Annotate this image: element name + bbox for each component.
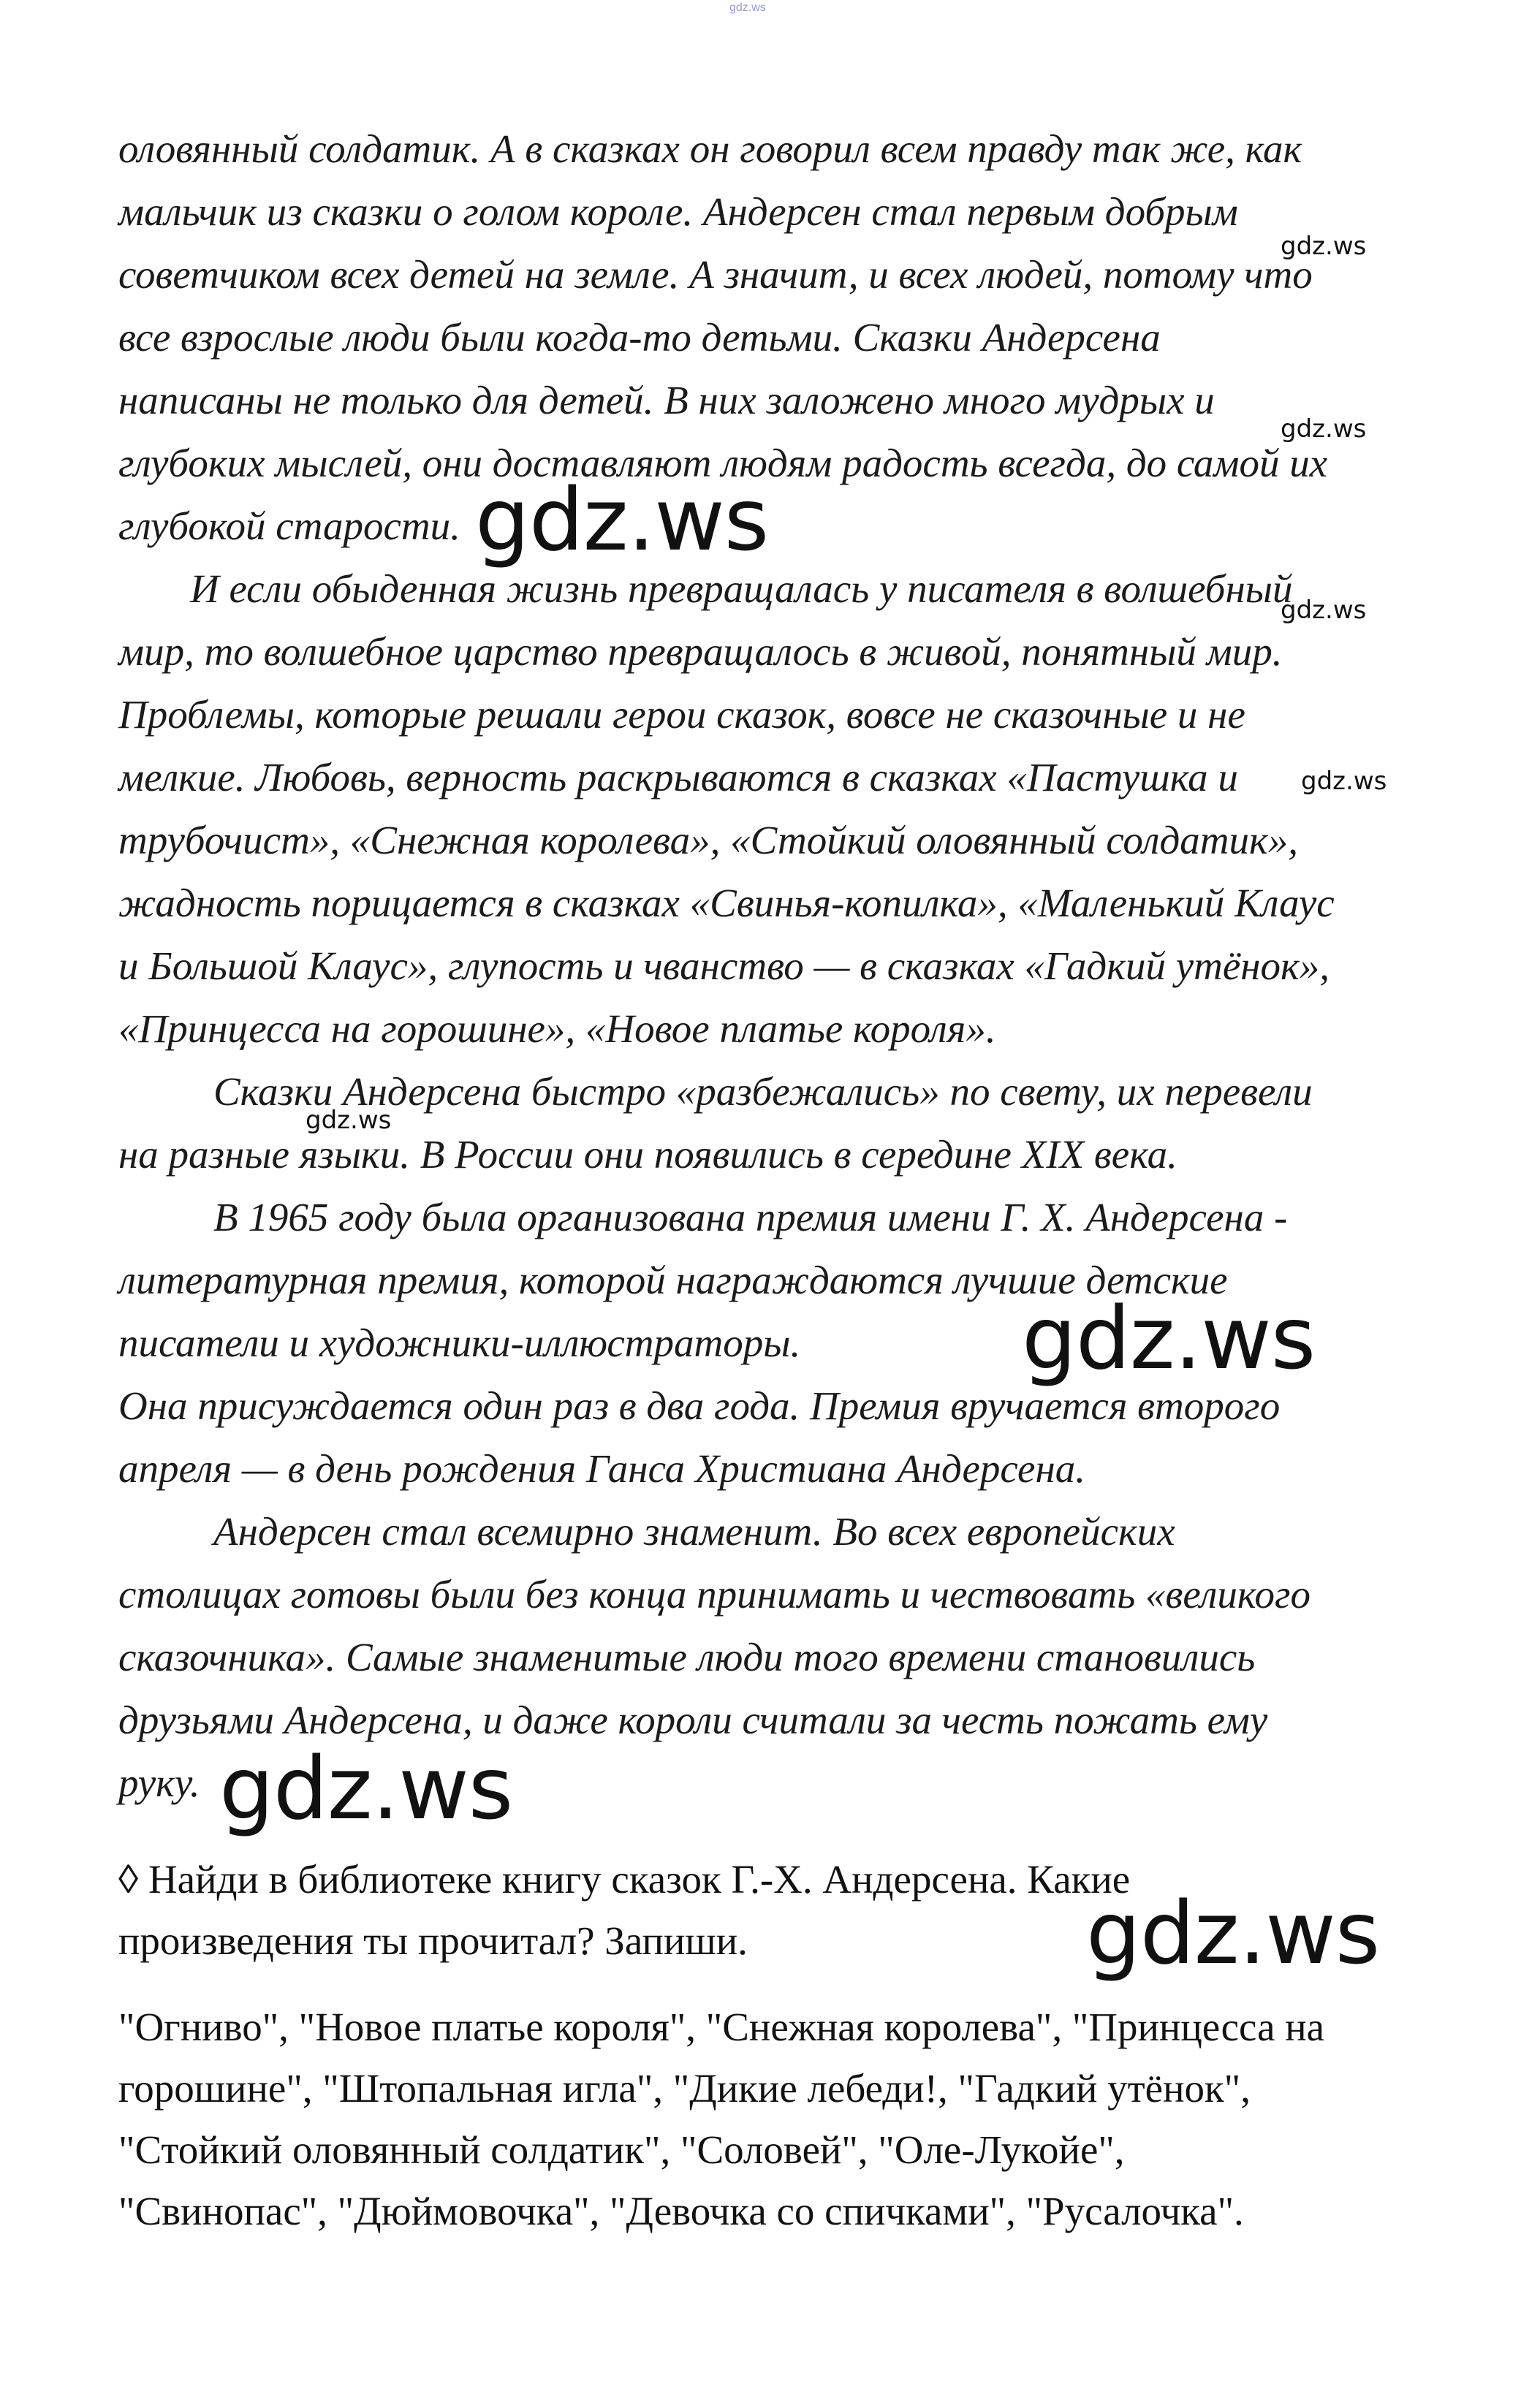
text-line: мир, то волшебное царство превращалось в живой, понятный мир. <box>118 629 1283 674</box>
header-watermark: gdz.ws <box>729 1 766 14</box>
text-line: жадность порицается в сказках «Свинья-копилка», «Маленький Клаус <box>118 881 1335 925</box>
watermark: gdz.ws <box>475 469 769 570</box>
watermark: gdz.ws <box>1281 414 1367 444</box>
text-line: Проблемы, которые решали герои сказок, вовсе не сказочные и не <box>118 692 1245 737</box>
text-line: и Большой Клаус», глупость и чванство — в сказках «Гадкий утёнок», <box>118 943 1330 988</box>
text-line: трубочист», «Снежная королева», «Стойкий оловянный солдатик», <box>118 818 1298 862</box>
text-line: И если обыденная жизнь превращалась у писателя в волшебный <box>190 566 1293 611</box>
text-line: оловянный солдатик. А в сказках он говорил всем правду так же, как <box>118 126 1302 171</box>
text-line: апреля — в день рождения Ганса Христиана Андерсена. <box>118 1446 1086 1491</box>
text-line: сказочника». Самые знаменитые люди того времени становились <box>118 1635 1256 1679</box>
task-line-2: произведения ты прочитал? Запиши. <box>118 1918 748 1963</box>
text-line: советчиком всех детей на земле. А значит, и всех людей, потому что <box>118 252 1313 297</box>
answer-line: горошине", "Штопальная игла", "Дикие лебеди!, "Гадкий утёнок", <box>118 2066 1251 2111</box>
text-line: руку. <box>118 1761 200 1805</box>
task-line-1 <box>118 1857 1131 1902</box>
text-line: на разные языки. В России они появились в середине XIX века. <box>118 1132 1177 1177</box>
text-line: все взрослые люди были когда-то детьми. Сказки Андерсена <box>118 315 1161 360</box>
watermark: gdz.ws <box>219 1738 513 1839</box>
text-line: писатели и художники-иллюстраторы. <box>118 1321 801 1365</box>
text-line: мальчик из сказки о голом короле. Андерсен стал первым добрым <box>118 189 1238 234</box>
answer-line: "Стойкий оловянный солдатик", "Соловей", "Оле-Лукойе", <box>118 2127 1125 2172</box>
watermark: gdz.ws <box>1281 232 1367 261</box>
text-line: столицах готовы были без конца принимать и чествовать «великого <box>118 1572 1311 1617</box>
watermark: gdz.ws <box>1086 1883 1380 1983</box>
answer-line: "Свинопас", "Дюймовочка", "Девочка со спичками", "Русалочка". <box>118 2189 1244 2233</box>
text-line: глубокой старости. <box>118 504 460 548</box>
text-line: глубоких мыслей, они доставляют людям радость всегда, до самой их <box>118 441 1328 485</box>
watermark: gdz.ws <box>306 1106 392 1135</box>
watermark: gdz.ws <box>1281 596 1367 625</box>
watermark: gdz.ws <box>1022 1288 1316 1389</box>
text-line: Она присуждается один раз в два года. Премия вручается второго <box>118 1383 1281 1428</box>
text-line: литературная премия, которой награждаются лучшие детские <box>118 1258 1228 1302</box>
watermark: gdz.ws <box>1301 767 1387 796</box>
text-line: мелкие. Любовь, верность раскрываются в сказках «Пастушка и <box>118 755 1238 799</box>
text-line: написаны не только для детей. В них заложено много мудрых и <box>118 378 1215 422</box>
text-line: «Принцесса на горошине», «Новое платье короля». <box>118 1006 996 1051</box>
text-line: Андерсен стал всемирно знаменит. Во всех европейских <box>213 1509 1175 1554</box>
text-line: Сказки Андерсена быстро «разбежались» по свету, их перевели <box>213 1069 1313 1114</box>
text-line: друзьями Андерсена, и даже короли считали за честь пожать ему <box>118 1698 1268 1742</box>
text-line: В 1965 году была организована премия имени Г. Х. Андерсена - <box>213 1195 1288 1239</box>
answer-line: "Огниво", "Новое платье короля", "Снежная королева", "Принцесса на <box>118 2005 1325 2049</box>
task-text: Найди в библиотеке книгу сказок Г.-Х. Андерсена. Какие <box>148 1857 1131 1902</box>
diamond-icon: ◊ <box>118 1857 139 1902</box>
